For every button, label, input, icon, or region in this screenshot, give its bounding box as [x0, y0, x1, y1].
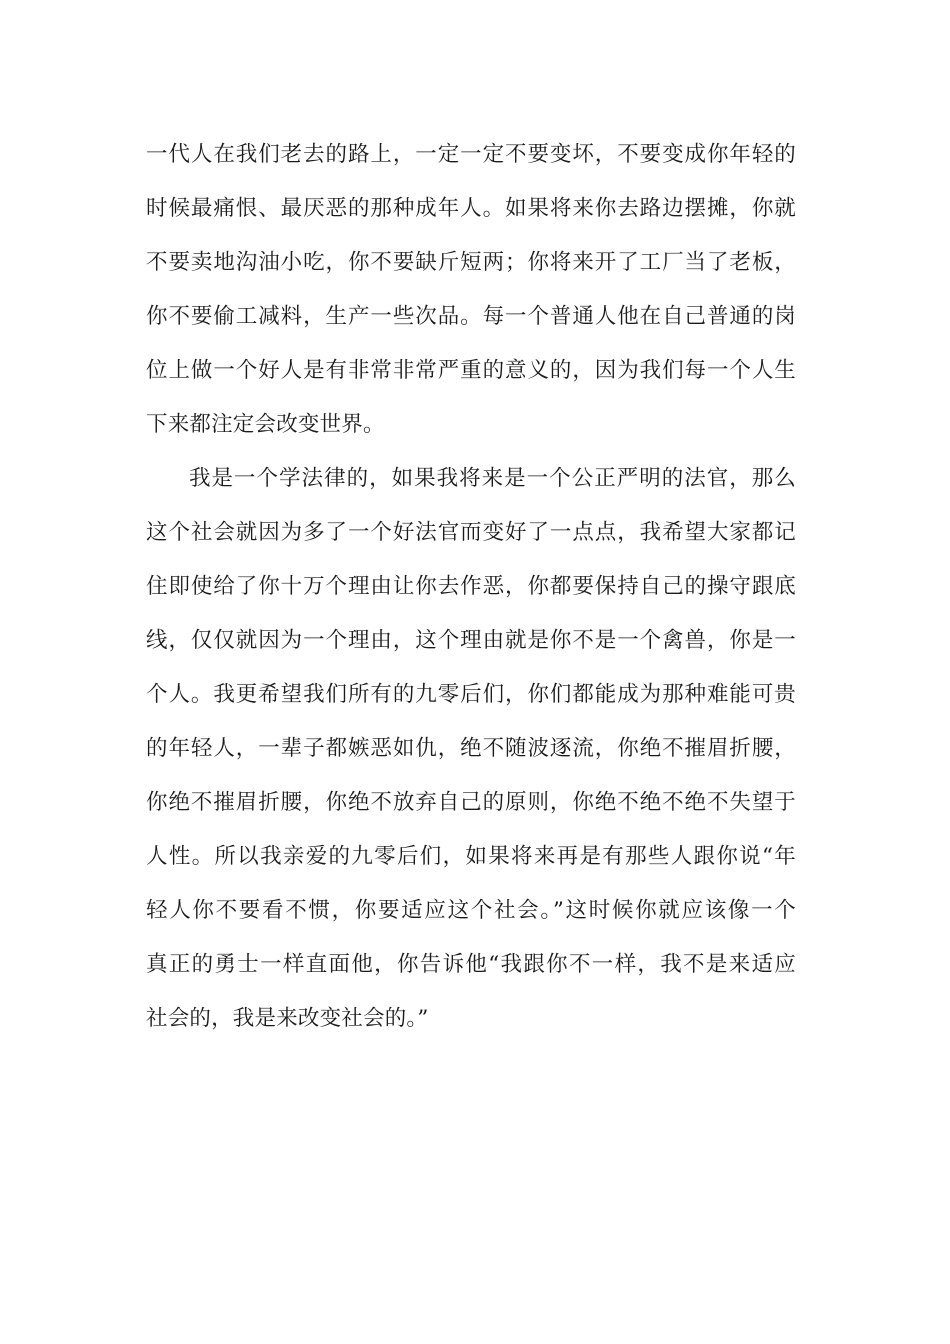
- text-line: 这个社会就因为多了一个好法官而变好了一点点，我希望大家都记: [146, 520, 796, 545]
- text-line: 位上做一个好人是有非常非常严重的意义的，因为我们每一个人生: [146, 358, 796, 383]
- paragraph-2: [146, 452, 796, 1046]
- text-line: 我是一个学法律的，如果我将来是一个公正严明的法官，那么: [189, 466, 796, 491]
- text-line: 的年轻人，一辈子都嫉恶如仇，绝不随波逐流，你绝不摧眉折腰，: [146, 736, 796, 761]
- document-body: [146, 128, 796, 1046]
- text-line: 下来都注定会改变世界。: [146, 412, 385, 437]
- text-line: 人性。所以我亲爱的九零后们，如果将来再是有那些人跟你说“年: [146, 844, 796, 869]
- text-line: 不要卖地沟油小吃，你不要缺斤短两；你将来开了工厂当了老板，: [146, 250, 796, 275]
- text-line: 时候最痛恨、最厌恶的那种成年人。如果将来你去路边摆摊，你就: [146, 196, 796, 221]
- text-line: 轻人你不要看不惯，你要适应这个社会。”这时候你就应该像一个: [146, 898, 796, 923]
- text-line: 你绝不摧眉折腰，你绝不放弃自己的原则，你绝不绝不绝不失望于: [146, 790, 796, 815]
- text-line: 个人。我更希望我们所有的九零后们，你们都能成为那种难能可贵: [146, 682, 796, 707]
- text-line: 住即使给了你十万个理由让你去作恶，你都要保持自己的操守跟底: [146, 574, 796, 599]
- text-line: 真正的勇士一样直面他，你告诉他“我跟你不一样，我不是来适应: [146, 952, 796, 977]
- text-line: 社会的，我是来改变社会的。”: [146, 1006, 429, 1031]
- paragraph-1: [146, 128, 796, 452]
- text-line: 一代人在我们老去的路上，一定一定不要变坏，不要变成你年轻的: [146, 142, 796, 167]
- text-line: 线，仅仅就因为一个理由，这个理由就是你不是一个禽兽，你是一: [146, 628, 796, 653]
- text-line: 你不要偷工减料，生产一些次品。每一个普通人他在自己普通的岗: [146, 304, 796, 329]
